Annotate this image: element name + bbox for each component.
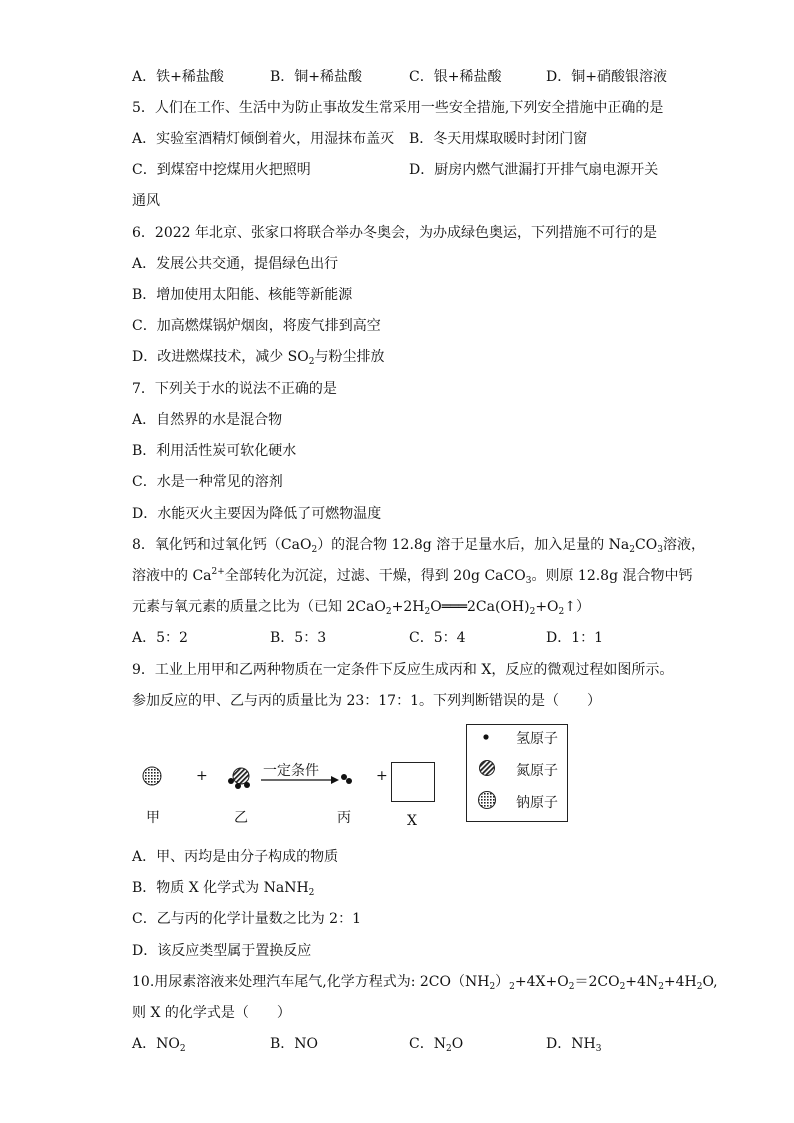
q9-option-d: D．该反应类型属于置换反应 — [132, 943, 312, 959]
q9-option-c: C．乙与丙的化学计量数之比为 2：1 — [132, 911, 361, 927]
q10-option-b: B．NO — [270, 1036, 319, 1052]
q8-line-3: 元素与氧元素的质量之比为（已知 $2CaO_2+2H_2O═══2Ca(OH)_2+O_2↑$） — [132, 599, 590, 617]
bing-hydrogen-molecule — [341, 774, 352, 784]
q8-option-b: B．5：3 — [270, 630, 327, 646]
q4-option-b: B．铜+稀盐酸 — [270, 69, 363, 85]
q8-option-d: D．1：1 — [546, 630, 604, 646]
label-x: X — [407, 813, 417, 829]
q4-option-a: A．铁+稀盐酸 — [132, 69, 224, 85]
q5-option-d: D．厨房内燃气泄漏打开排气扇电源开关 — [409, 162, 659, 178]
q8-option-c: C．5：4 — [409, 630, 466, 646]
q8-option-a: A．5：2 — [132, 630, 188, 646]
yi-ammonia-molecule — [228, 768, 250, 789]
q5-option-b: B．冬天用煤取暖时封闭门窗 — [409, 131, 588, 147]
q5-option-c: C．到煤窑中挖煤用火把照明 — [132, 162, 311, 178]
q10-stem-line-2: 则 X 的化学式是（ ） — [132, 1005, 291, 1021]
label-yi: 乙 — [234, 810, 248, 826]
jia-sodium-atom — [143, 767, 161, 785]
q5-option-d-continued: 通风 — [132, 193, 160, 209]
q10-stem-line-1: 10.用尿素溶液来处理汽车尾气,化学方程式为: $2CO(NH_2)_2+4X+O_2=2CO_2+4N_2+4H_2O$, — [132, 974, 718, 992]
plus-sign-2: + — [376, 768, 388, 784]
label-jia: 甲 — [146, 810, 160, 826]
reaction-diagram — [130, 724, 590, 834]
q9-stem-line-1: 9．工业上用甲和乙两种物质在一定条件下反应生成丙和 X，反应的微观过程如图所示。 — [132, 662, 674, 678]
q9-stem-line-2: 参加反应的甲、乙与丙的质量比为 23：17：1。下列判断错误的是（ ） — [132, 693, 601, 709]
q7-stem: 7．下列关于水的说法不正确的是 — [132, 381, 337, 397]
q7-option-b: B．利用活性炭可软化硬水 — [132, 443, 297, 459]
q10-option-c: C．$N_2O$ — [409, 1036, 464, 1054]
label-bing: 丙 — [337, 810, 351, 826]
q9-option-a: A．甲、丙均是由分子构成的物质 — [132, 849, 339, 865]
legend-sodium-label: 钠原子 — [516, 795, 558, 811]
q6-stem: 6．2022 年北京、张家口将联合举办冬奥会，为办成绿色奥运，下列措施不可行的是 — [132, 225, 657, 241]
q8-line-1: 8．氧化钙和过氧化钙（CaO$_2$）的混合物 12.8g 溶于足量水后，加入足量的 $Na_2CO_3$溶液， — [132, 537, 705, 555]
q5-stem: 5．人们在工作、生活中为防止事故发生常采用一些安全措施,下列安全措施中正确的是 — [132, 100, 664, 116]
q7-option-c: C．水是一种常见的溶剂 — [132, 474, 283, 490]
q6-option-a: A．发展公共交通，提倡绿色出行 — [132, 256, 339, 272]
q4-option-d: D．铜+硝酸银溶液 — [546, 69, 667, 85]
q9-option-b: B．物质 X 化学式为 NaNH$_2$ — [132, 880, 315, 898]
arrow-head — [331, 776, 339, 784]
legend-hydrogen-label: 氢原子 — [516, 731, 558, 747]
q6-option-b: B．增加使用太阳能、核能等新能源 — [132, 287, 353, 303]
q7-option-d: D．水能灭火主要因为降低了可燃物温度 — [132, 506, 382, 522]
q7-option-a: A．自然界的水是混合物 — [132, 412, 283, 428]
q4-option-c: C．银+稀盐酸 — [409, 69, 502, 85]
legend-nitrogen-label: 氮原子 — [516, 763, 558, 779]
q10-option-a: A．$NO_2$ — [132, 1036, 186, 1054]
q10-option-d: D．$NH_3$ — [546, 1036, 602, 1054]
condition-label: 一定条件 — [263, 763, 319, 779]
plus-sign-1: + — [196, 768, 208, 784]
q5-option-a: A．实验室酒精灯倾倒着火，用湿抹布盖灭 — [132, 131, 395, 147]
x-substance-box — [391, 762, 435, 802]
q8-line-2: 溶液中的 $Ca^{2+}$全部转化为沉淀，过滤、干燥，得到 20g CaCO$_3$。则原 12.8g 混合物中钙 — [132, 567, 693, 586]
q6-option-d: D．改进燃煤技术，减少 $SO_2$与粉尘排放 — [132, 349, 385, 367]
q6-option-c: C．加高燃煤锅炉烟囱，将废气排到高空 — [132, 318, 381, 334]
